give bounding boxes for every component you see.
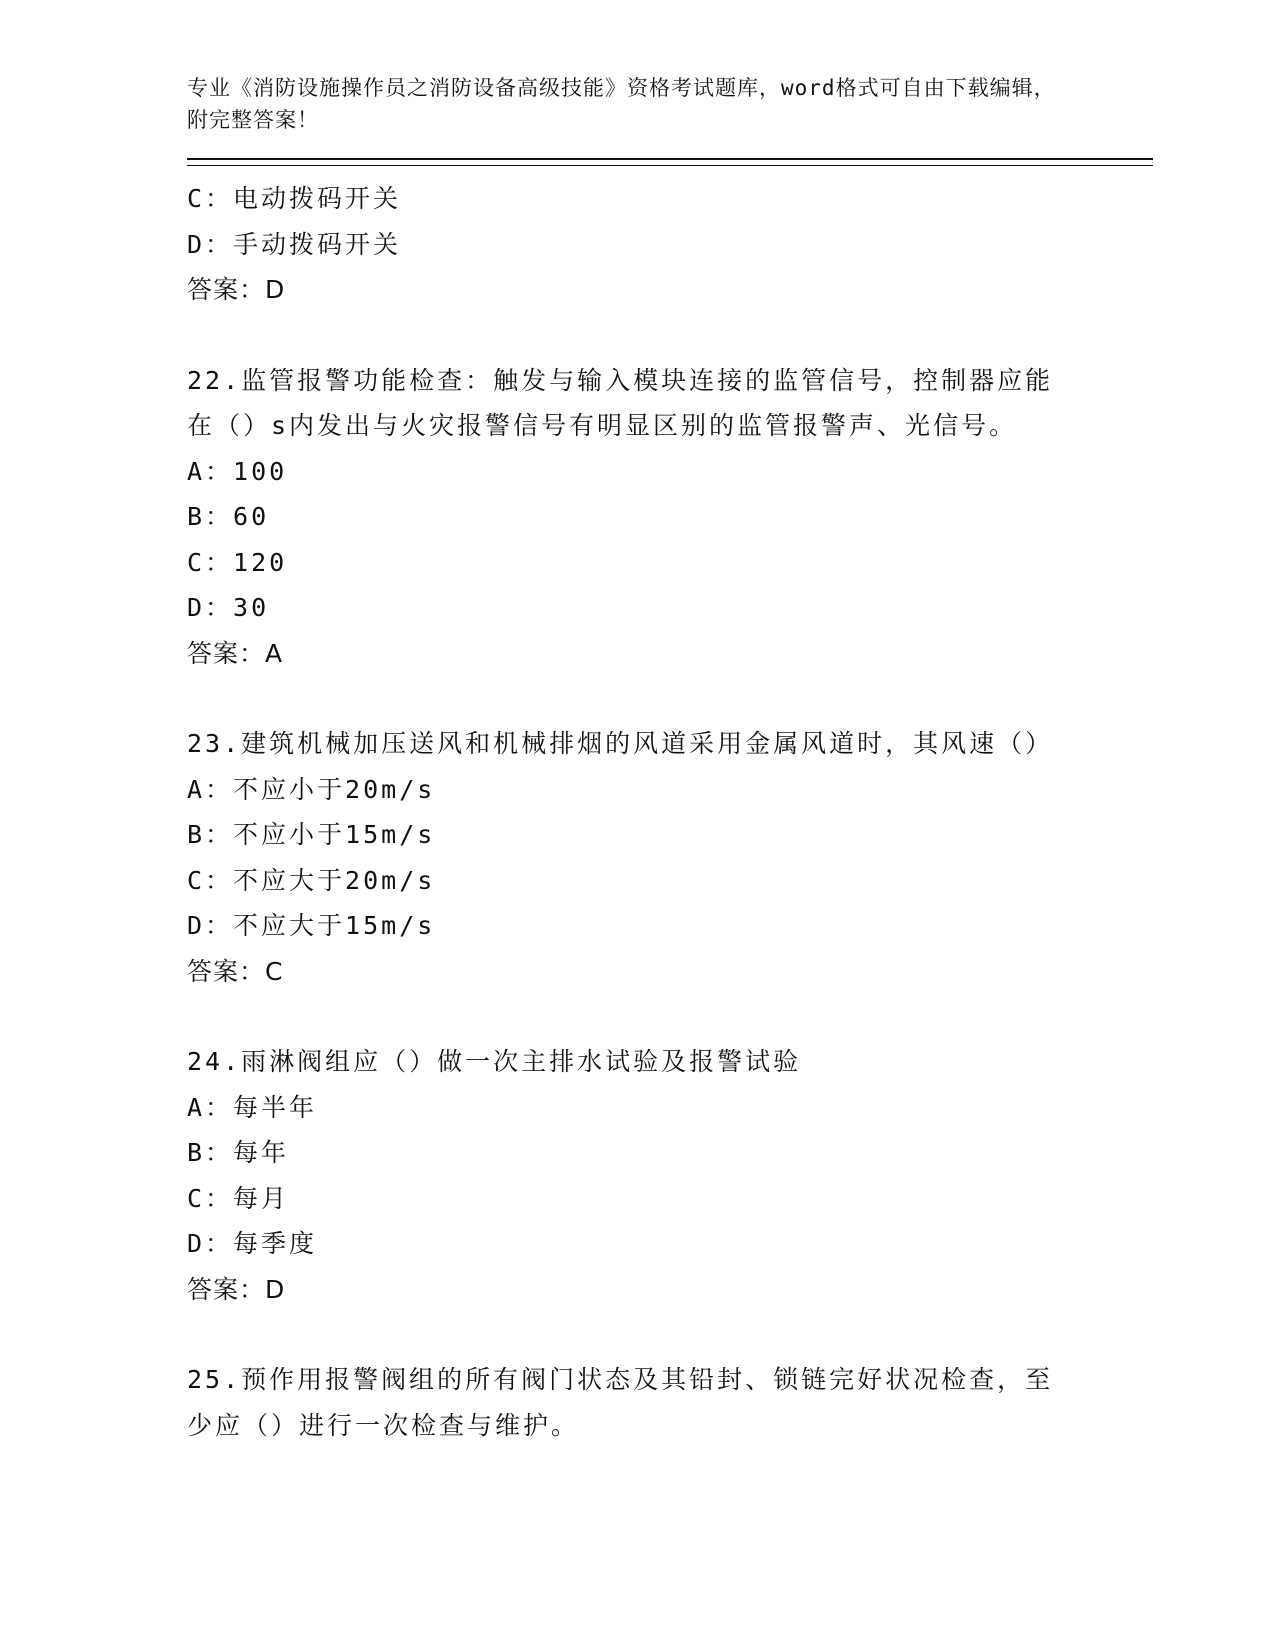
answer-line: 答案：D [187,1274,286,1304]
answer-line: 答案：A [187,638,284,668]
answer-line: 答案：D [187,275,286,304]
option-c: C：不应大于20m/s [187,865,436,895]
spacer [187,676,1153,721]
option-b: B：每年 [187,1138,290,1167]
option-a: A：每半年 [187,1092,318,1122]
option-c: C：120 [187,547,288,577]
option-c: C：每月 [187,1183,290,1213]
question-22 [187,358,1153,677]
question-23 [187,721,1153,994]
option-c: C：电动拨码开关 [187,184,402,213]
option-a: A：100 [187,456,288,486]
question-stem: 23.建筑机械加压送风和机械排烟的风道采用金属风道时，其风速（） [187,729,1054,758]
question-stem: 24.雨淋阀组应（）做一次主排水试验及报警试验 [187,1047,802,1076]
option-b: B：不应小于15m/s [187,820,436,849]
option-a: A：不应小于20m/s [187,774,436,804]
answer-line: 答案：C [187,956,284,986]
spacer [187,313,1153,358]
question-content [187,176,1153,1448]
option-d: D：不应大于15m/s [187,911,436,940]
option-d: D：30 [187,593,270,622]
option-b: B：60 [187,502,270,531]
question-stem: 22.监管报警功能检查：触发与输入模块连接的监管信号，控制器应能 [187,365,1054,395]
document-page [187,72,1153,1448]
option-d: D：每季度 [187,1229,318,1258]
spacer [187,1312,1153,1357]
page-header-text: 专业《消防设施操作员之消防设备高级技能》资格考试题库，word格式可自由下载编辑，附完整答案！ [187,76,1056,132]
question-24 [187,1039,1153,1312]
question-stem: 25.预作用报警阀组的所有阀门状态及其铅封、锁链完好状况检查，至 [187,1365,1054,1394]
spacer [187,994,1153,1039]
question-stem-continued: 少应（）进行一次检查与维护。 [187,1410,580,1440]
question-25 [187,1357,1153,1448]
header-divider [187,158,1153,166]
option-d: D：手动拨码开关 [187,229,402,259]
question-stem-continued: 在（）s内发出与火灾报警信号有明显区别的监管报警声、光信号。 [187,411,1018,440]
